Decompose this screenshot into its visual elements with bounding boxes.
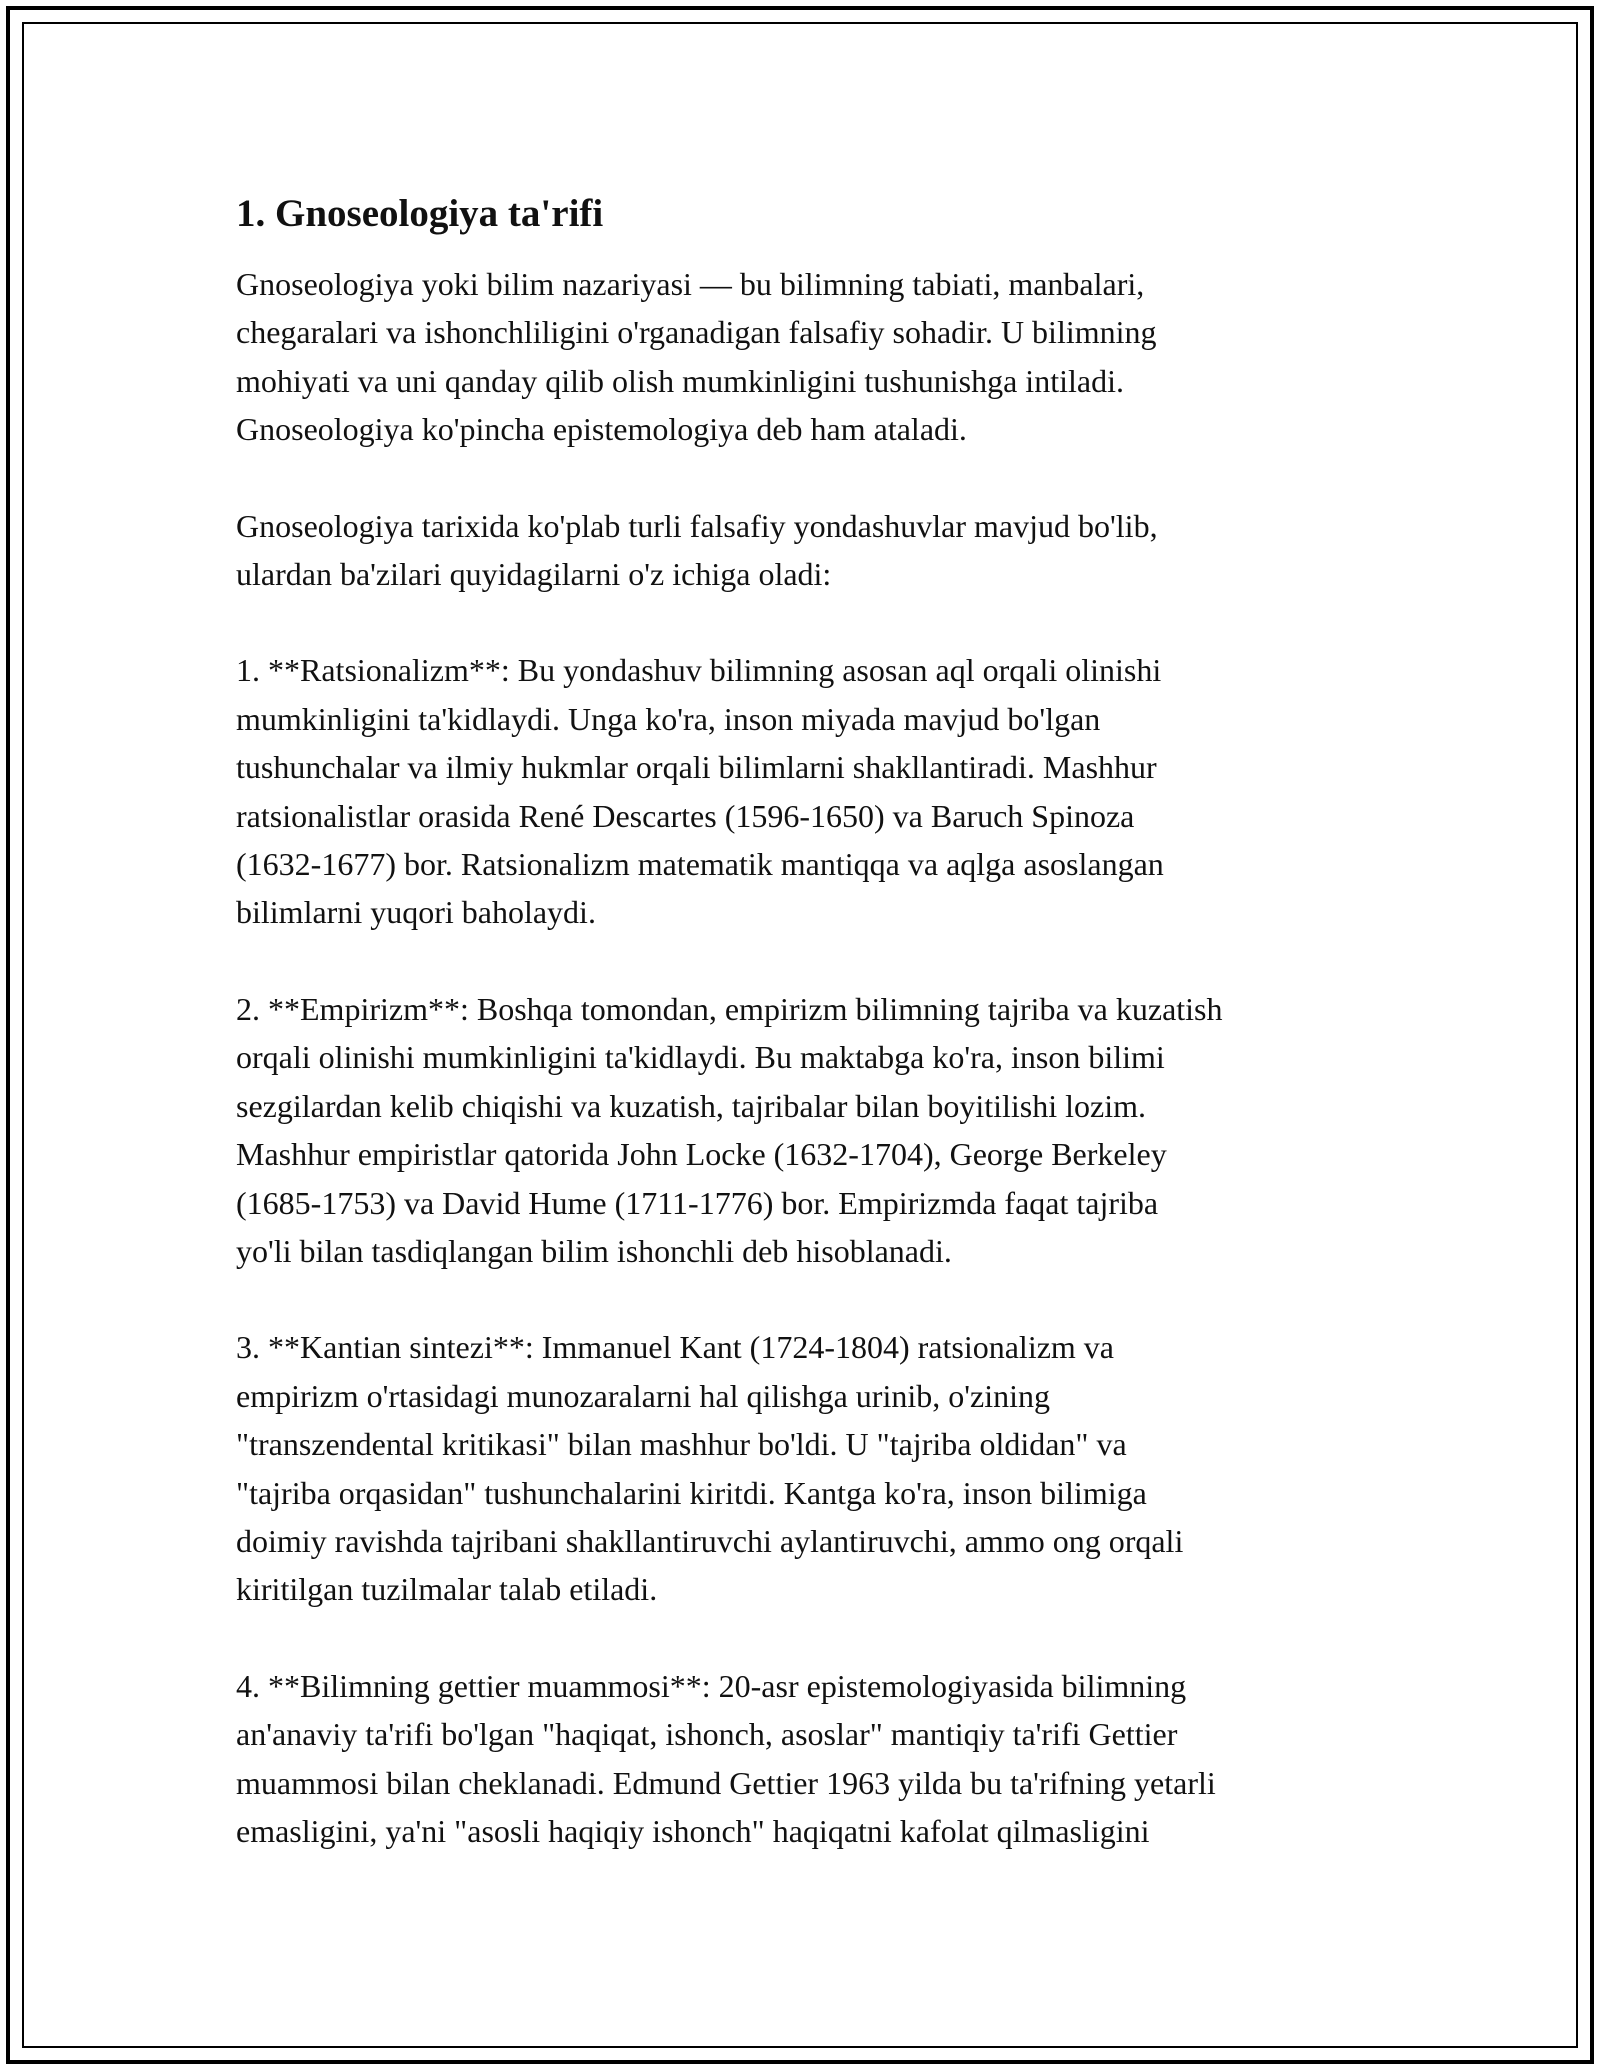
document-body	[236, 188, 1376, 1903]
paragraph-rationalism: 1. **Ratsionalizm**: Bu yondashuv bilimning asosan aql orqali olinishi mumkinligini ta'kidlaydi. Unga ko'ra, inson miyada mavjud bo'lgan tushunchalar va ilmiy hukmlar orqali bilimlarni shakllantiradi. Mashhur ratsionalistlar orasida René Descartes (1596-1650) va Baruch Spinoza (1632-1677) bor. Ratsionalizm matematik mantiqqa va aqlga asoslangan bilimlarni yuqori baholaydi.	[236, 652, 1164, 931]
paragraph-intro-approaches: Gnoseologiya tarixida ko'plab turli falsafiy yondashuvlar mavjud bo'lib, ulardan ba'zilari quyidagilarni o'z ichiga oladi:	[236, 507, 1158, 593]
section-heading: 1. Gnoseologiya ta'rifi	[236, 192, 604, 235]
paragraph-gettier-problem: 4. **Bilimning gettier muammosi**: 20-asr epistemologiyasida bilimning an'anaviy ta'rifi bo'lgan "haqiqat, ishonch, asoslar" mantiqiy ta'rifi Gettier muammosi bilan cheklanadi. Edmund Gettier 1963 yilda bu ta'rifning yetarli emasligini, ya'ni "asosli haqiqiy ishonch" haqiqatni kafolat qilmasligini	[236, 1667, 1216, 1849]
paragraph-kantian-synthesis: 3. **Kantian sintezi**: Immanuel Kant (1724-1804) ratsionalizm va empirizm o'rtasidagi munozaralarni hal qilishga urinib, o'zining "transzendental kritikasi" bilan mashhur bo'ldi. U "tajriba oldidan" va "tajriba orqasidan" tushunchalarini kiritdi. Kantga ko'ra, inson bilimiga doimiy ravishda tajribani shakllantiruvchi aylantiruvchi, ammo ong orqali kiritilgan tuzilmalar talab etiladi.	[236, 1329, 1184, 1608]
paragraph-empiricism: 2. **Empirizm**: Boshqa tomondan, empirizm bilimning tajriba va kuzatish orqali olinishi mumkinligini ta'kidlaydi. Bu maktabga ko'ra, inson bilimi sezgilardan kelib chiqishi va kuzatish, tajribalar bilan boyitilishi lozim. Mashhur empiristlar qatorida John Locke (1632-1704), George Berkeley (1685-1753) va David Hume (1711-1776) bor. Empirizmda faqat tajriba yo'li bilan tasdiqlangan bilim ishonchli deb hisoblanadi.	[236, 990, 1223, 1269]
paragraph-definition: Gnoseologiya yoki bilim nazariyasi — bu bilimning tabiati, manbalari, chegaralari va ishonchliligini o'rganadigan falsafiy sohadir. U bilimning mohiyati va uni qanday qilib olish mumkinligini tushunishga intiladi. Gnoseologiya ko'pincha epistemologiya deb ham ataladi.	[236, 266, 1157, 448]
